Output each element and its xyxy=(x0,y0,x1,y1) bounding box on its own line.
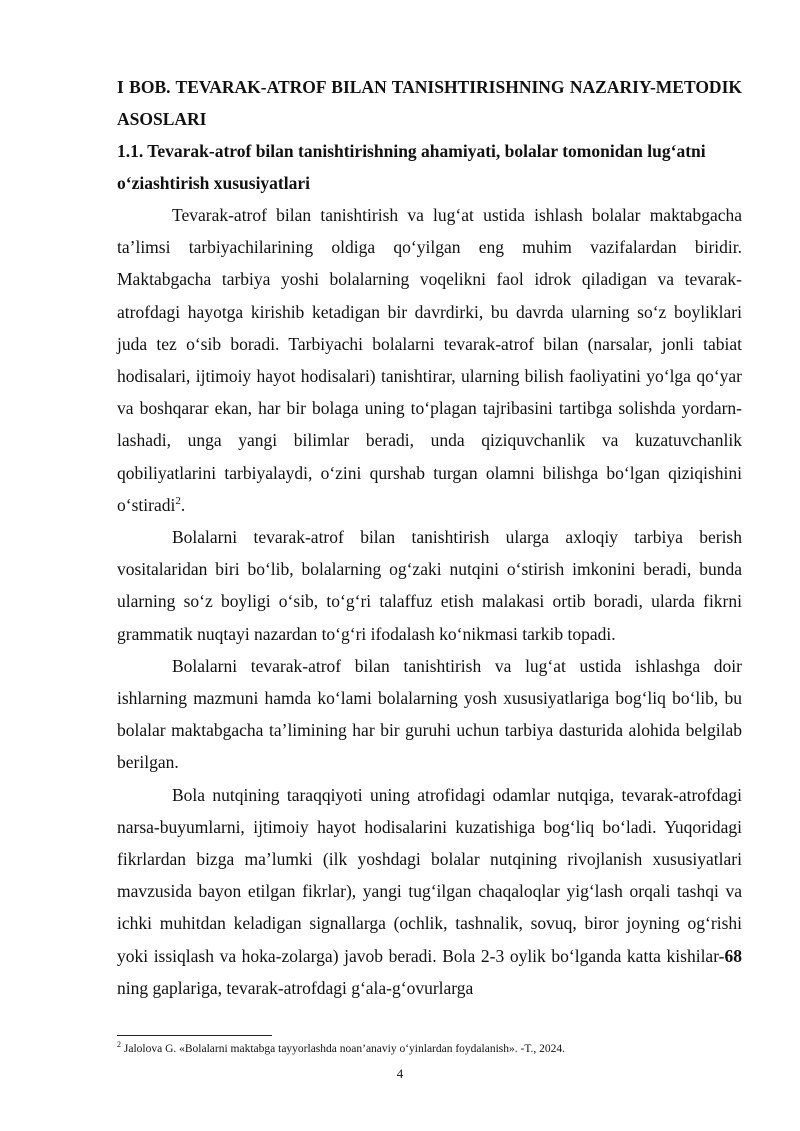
paragraph-4 xyxy=(117,779,742,1004)
section-heading: 1.1. Tevarak-atrof bilan tanishtirishning ahamiyati, bolalar tomonidan lug‘atni o‘ziashtirish xususiyatlari xyxy=(117,141,706,193)
paragraph-1-end: . xyxy=(180,494,186,515)
paragraph-1 xyxy=(117,199,742,521)
page-number: 4 xyxy=(396,1066,404,1081)
paragraph-4-text: Bola nutqining taraqqiyoti uning atrofidagi odamlar nutqiga, tevarak-atrofdagi narsa-buyumlarni, ijtimoiy hayot hodisalarini kuzatishiga bog‘liq bo‘ladi. Yuqoridagi fikrlardan bizga ma’lumki (ilk yoshdagi bolalar nutqining rivojlanish xususiyatlari mavzusida bayon etilgan fikrlar), yangi tug‘ilgan chaqaloqlar yig‘lash orqali tashqi va ichki muhitdan keladigan signallarga (ochlik, tashnalik, sovuq, biror joyning og‘rishi yoki issiqlash va hoka-zolarga) javob beradi. Bola 2-3 oylik bo‘lganda katta kishilar- xyxy=(117,784,742,966)
footnote-marker: 2 xyxy=(117,1040,121,1050)
chapter-heading: I BOB. TEVARAK-ATROF BILAN TANISHTIRISHNING NAZARIY-METODIK ASOSLARI xyxy=(117,77,742,129)
paragraph-4-end: ning gaplariga, tevarak-atrofdagi g‘ala-g‘ovurlarga xyxy=(117,977,474,998)
footnote xyxy=(117,1041,742,1057)
paragraph-3: Bolalarni tevarak-atrof bilan tanishtirish va lug‘at ustida ishlashga doir ishlarning mazmuni hamda ko‘lami bolalarning yosh xususiyatlariga bog‘liq bo‘lib, bu bolalar maktabgacha ta’limining har bir guruhi uchun tarbiya dasturida alohida belgilab berilgan. xyxy=(117,655,742,773)
paragraph-1-text: Tevarak-atrof bilan tanishtirish va lug‘at ustida ishlash bolalar maktabgacha ta’limsi tarbiyachilarining oldiga qo‘yilgan eng muhim vazifalardan biridir. Maktabgacha tarbiya yoshi bolalarning voqelikni faol idrok qiladigan va tevarak-atrofdagi hayotga kirishib ketadigan bir davrdirki, bu davrda ularning so‘z boyliklari juda tez o‘sib boradi. Tarbiyachi bolalarni tevarak-atrof bilan (narsalar, jonli tabiat hodisalari, ijtimoiy hayot hodisalari) tanishtirar, ularning bilish faoliyatini yo‘lga qo‘yar va boshqarar ekan, har bir bolaga uning to‘plagan tajribasini tartibga solishda yordarn-lashadi, unga yangi bilimlar beradi, unda qiziquvchanlik va kuzatuvchanlik qobiliyatlarini tarbiyalaydi, o‘zini qurshab turgan olamni bilishga bo‘lgan qiziqishini o‘stiradi xyxy=(117,205,742,515)
paragraph-4-bold-number: 68 xyxy=(724,945,742,966)
footnote-reference: 2 xyxy=(175,495,181,507)
footnote-text: Jalolova G. «Bolalarni maktabga tayyorlashda noan’anaviy o‘yinlardan foydalanish». -T., 2024. xyxy=(121,1043,566,1055)
footnote-separator xyxy=(117,1035,272,1036)
page-body xyxy=(117,71,742,1004)
paragraph-2: Bolalarni tevarak-atrof bilan tanishtirish ularga axloqiy tarbiya berish vositalaridan biri bo‘lib, bolalarning og‘zaki nutqini o‘stirish imkonini beradi, bunda ularning so‘z boyligi o‘sib, to‘g‘ri talaffuz etish malakasi ortib boradi, ularda fikrni grammatik nuqtayi nazardan to‘g‘ri ifodalash ko‘nikmasi tarkib topadi. xyxy=(117,527,742,644)
